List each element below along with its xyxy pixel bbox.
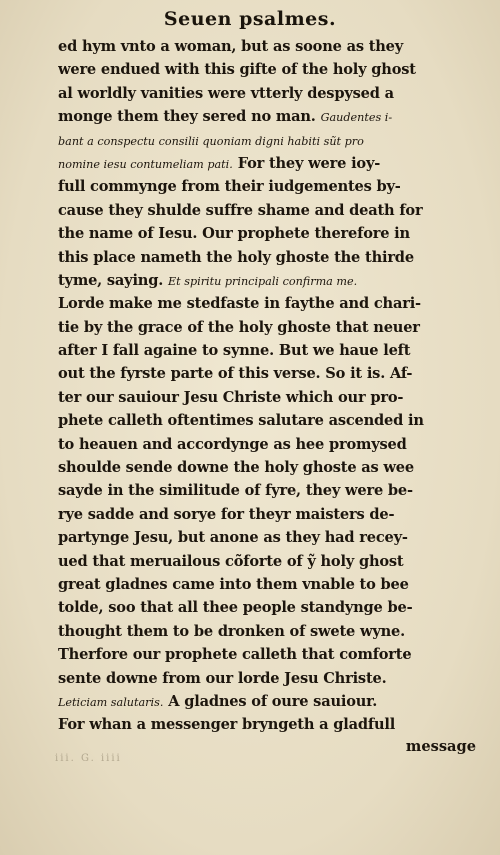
english-text: Therfore our prophete calleth that comforte <box>58 646 412 664</box>
text-line <box>58 222 483 245</box>
english-text: A gladnes of oure sauiour. <box>168 692 378 710</box>
text-line <box>58 35 483 58</box>
english-text: monge them they sered no man. <box>58 108 316 126</box>
english-text: thought them to be dronken of swete wyne. <box>58 622 406 640</box>
text-line <box>58 479 483 502</box>
latin-quotation: Leticiam salutaris. <box>58 695 164 709</box>
text-line <box>58 199 483 222</box>
english-text: were endued with this gifte of the holy ghost <box>58 61 416 79</box>
text-line <box>58 433 483 456</box>
text-line <box>58 596 483 619</box>
running-head: Seuen psalmes. <box>163 8 337 30</box>
text-line <box>58 175 483 198</box>
text-line <box>58 339 483 362</box>
english-text: For whan a messenger bryngeth a gladfull <box>58 716 396 734</box>
text-line <box>58 316 483 339</box>
text-line <box>58 246 483 269</box>
english-text: to heauen and accordynge as hee promysed <box>58 435 407 453</box>
latin-quotation: nomine iesu contumeliam pati. <box>58 157 233 171</box>
text-line <box>58 362 483 385</box>
text-line <box>58 550 483 573</box>
text-line <box>58 269 483 292</box>
english-text: phete calleth oftentimes salutare ascended in <box>58 412 424 430</box>
english-text: ter our sauiour Jesu Christe which our pro- <box>58 388 404 406</box>
text-line <box>58 643 483 666</box>
text-line <box>58 620 483 643</box>
text-line <box>58 690 483 713</box>
catchword: message <box>405 738 476 755</box>
english-text: ed hym vnto a woman, but as soone as they <box>58 38 404 55</box>
text-line <box>58 292 483 315</box>
latin-quotation: bant a conspectu consilii quoniam digni habiti sũt pro <box>58 134 364 148</box>
text-line <box>58 82 483 105</box>
signature-mark: iii. G. iiii <box>55 753 122 764</box>
english-text: al worldly vanities were vtterly despysed a <box>58 84 394 102</box>
english-text: tyme, saying. <box>58 271 164 289</box>
english-text: tie by the grace of the holy ghoste that neuer <box>58 318 420 336</box>
english-text: partynge Jesu, but anone as they had recey- <box>58 529 408 547</box>
english-text: ued that meruailous cõforte of ỹ holy ghost <box>58 552 404 570</box>
latin-quotation: Et spiritu principali confirma me. <box>168 274 358 288</box>
text-line <box>58 386 483 409</box>
text-line <box>58 713 483 736</box>
english-text: the name of Iesu. Our prophete therefore in <box>58 225 410 243</box>
latin-quotation: Gaudentes i- <box>320 111 393 125</box>
english-text: out the fyrste parte of this verse. So it is. Af- <box>58 365 413 383</box>
text-line <box>58 573 483 596</box>
english-text: this place nameth the holy ghoste the thirde <box>58 248 414 266</box>
english-text: shoulde sende downe the holy ghoste as wee <box>58 459 414 477</box>
text-line <box>58 409 483 432</box>
text-line <box>58 503 483 526</box>
text-line <box>58 526 483 549</box>
text-line <box>58 667 483 690</box>
text-line <box>58 456 483 479</box>
english-text: tolde, soo that all thee people standynge be- <box>58 599 413 617</box>
body-text <box>58 35 483 737</box>
english-text: sente downe from our lorde Jesu Christe. <box>58 669 387 687</box>
english-text: rye sadde and sorye for theyr maisters de- <box>58 505 395 523</box>
text-line <box>58 58 483 81</box>
text-line <box>58 152 483 175</box>
english-text: For they were ioy- <box>237 154 381 172</box>
english-text: sayde in the similitude of fyre, they were be- <box>58 482 413 500</box>
english-text: full commynge from their iudgementes by- <box>58 178 401 196</box>
text-line <box>58 105 483 128</box>
english-text: Lorde make me stedfaste in faythe and chari- <box>58 295 421 313</box>
english-text: cause they shulde suffre shame and death for <box>58 201 423 219</box>
english-text: after I fall againe to synne. But we haue left <box>58 342 411 360</box>
text-line <box>58 129 483 152</box>
english-text: great gladnes came into them vnable to bee <box>58 575 409 593</box>
